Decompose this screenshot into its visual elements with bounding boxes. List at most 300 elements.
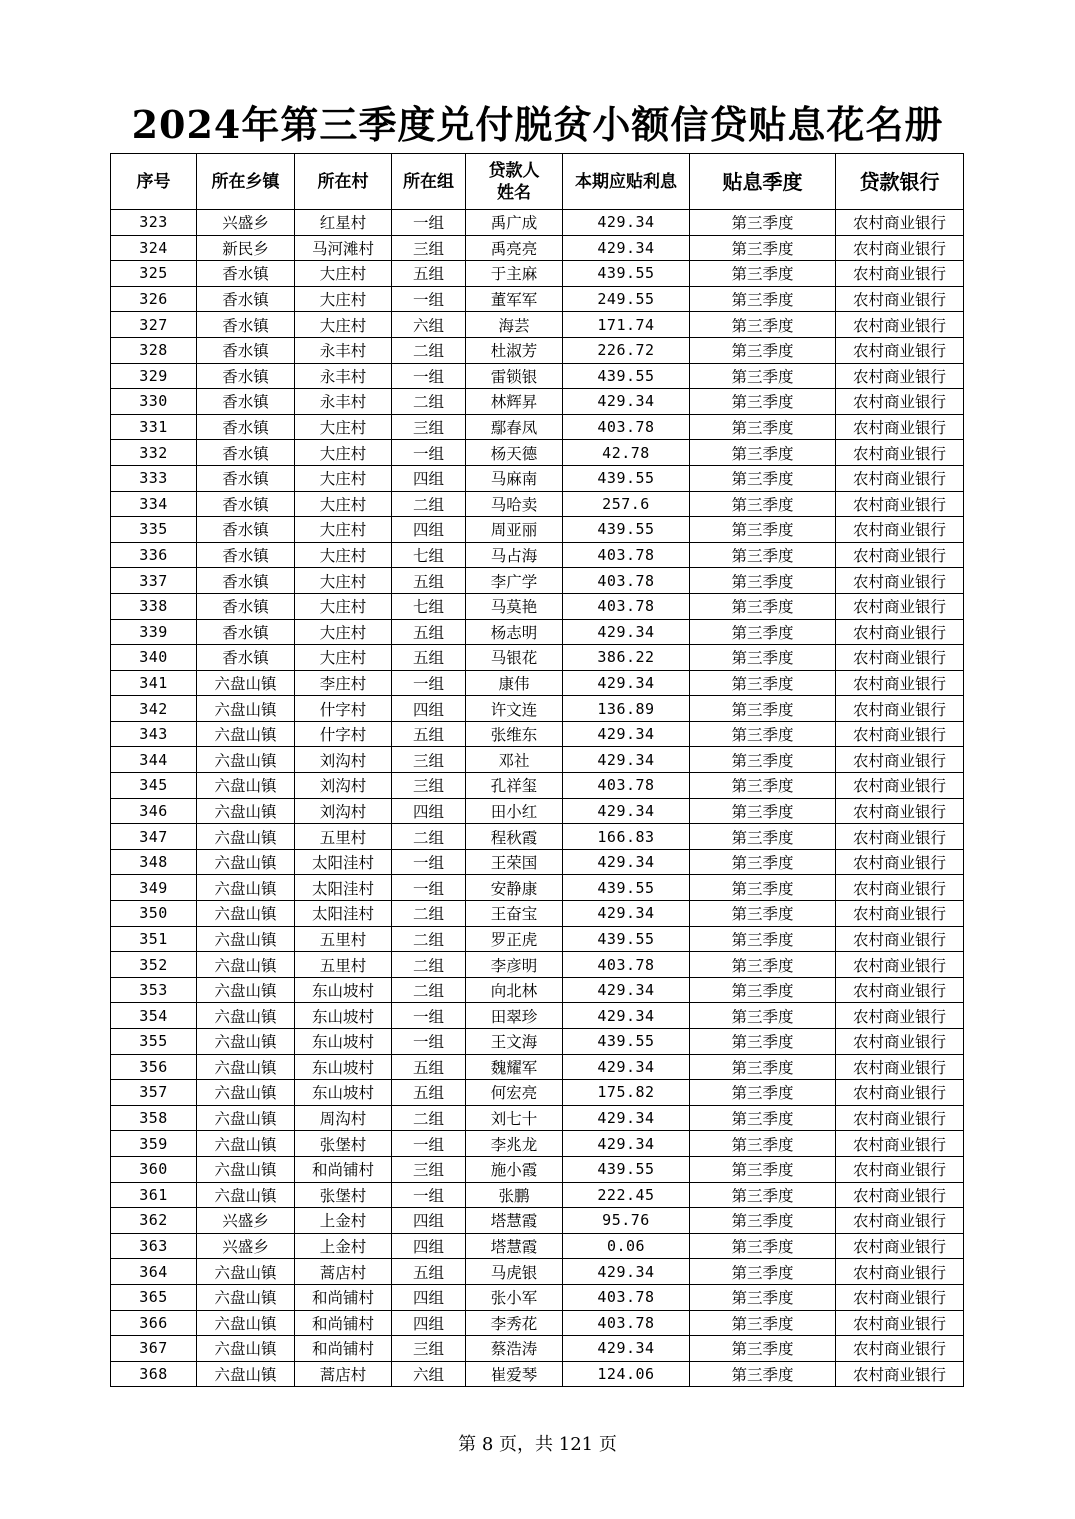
cell-quarter: 第三季度: [690, 875, 836, 901]
cell-interest: 429.34: [563, 1131, 690, 1157]
cell-quarter: 第三季度: [690, 1284, 836, 1310]
cell-quarter: 第三季度: [690, 1233, 836, 1259]
cell-seq: 349: [111, 875, 197, 901]
cell-group: 一组: [392, 1131, 466, 1157]
cell-village: 上金村: [295, 1233, 392, 1259]
cell-village: 刘沟村: [295, 798, 392, 824]
cell-bank: 农村商业银行: [836, 1003, 964, 1029]
cell-township: 六盘山镇: [197, 824, 295, 850]
cell-village: 大庄村: [295, 414, 392, 440]
cell-interest: 0.06: [563, 1233, 690, 1259]
table-row: [111, 926, 964, 952]
cell-group: 二组: [392, 977, 466, 1003]
cell-borrower: 马占海: [466, 542, 563, 568]
table-row: [111, 491, 964, 517]
cell-interest: 439.55: [563, 1156, 690, 1182]
cell-borrower: 王奋宝: [466, 901, 563, 927]
cell-group: 四组: [392, 696, 466, 722]
cell-quarter: 第三季度: [690, 1054, 836, 1080]
cell-interest: 429.34: [563, 235, 690, 261]
cell-township: 六盘山镇: [197, 1310, 295, 1336]
header-borrower-line1: 贷款人: [488, 160, 540, 181]
cell-interest: 439.55: [563, 261, 690, 287]
cell-quarter: 第三季度: [690, 1131, 836, 1157]
cell-bank: 农村商业银行: [836, 261, 964, 287]
table-row: [111, 696, 964, 722]
table-row: [111, 465, 964, 491]
cell-quarter: 第三季度: [690, 465, 836, 491]
cell-group: 三组: [392, 414, 466, 440]
cell-village: 大庄村: [295, 440, 392, 466]
cell-interest: 429.34: [563, 901, 690, 927]
cell-seq: 362: [111, 1208, 197, 1234]
cell-borrower: 雷锁银: [466, 363, 563, 389]
cell-borrower: 李彦明: [466, 952, 563, 978]
cell-borrower: 张小军: [466, 1284, 563, 1310]
cell-bank: 农村商业银行: [836, 1131, 964, 1157]
cell-group: 五组: [392, 1054, 466, 1080]
cell-borrower: 马麻南: [466, 465, 563, 491]
cell-bank: 农村商业银行: [836, 1054, 964, 1080]
cell-borrower: 田翠珍: [466, 1003, 563, 1029]
cell-quarter: 第三季度: [690, 363, 836, 389]
cell-township: 六盘山镇: [197, 1259, 295, 1285]
cell-township: 香水镇: [197, 491, 295, 517]
table-row: [111, 1259, 964, 1285]
cell-seq: 357: [111, 1080, 197, 1106]
cell-quarter: 第三季度: [690, 798, 836, 824]
cell-village: 大庄村: [295, 645, 392, 671]
cell-village: 太阳洼村: [295, 901, 392, 927]
cell-interest: 429.34: [563, 389, 690, 415]
header-township: 所在乡镇: [197, 154, 295, 210]
table-row: [111, 1029, 964, 1055]
cell-borrower: 王荣国: [466, 849, 563, 875]
cell-village: 红星村: [295, 210, 392, 236]
cell-group: 五组: [392, 1259, 466, 1285]
table-row: [111, 952, 964, 978]
cell-seq: 329: [111, 363, 197, 389]
cell-township: 香水镇: [197, 286, 295, 312]
cell-borrower: 崔爱琴: [466, 1361, 563, 1387]
cell-interest: 42.78: [563, 440, 690, 466]
cell-borrower: 施小霞: [466, 1156, 563, 1182]
cell-seq: 355: [111, 1029, 197, 1055]
table-row: [111, 337, 964, 363]
cell-bank: 农村商业银行: [836, 491, 964, 517]
cell-bank: 农村商业银行: [836, 747, 964, 773]
header-bank: 贷款银行: [836, 154, 964, 210]
cell-township: 六盘山镇: [197, 1131, 295, 1157]
cell-group: 二组: [392, 824, 466, 850]
cell-village: 东山坡村: [295, 977, 392, 1003]
cell-village: 张堡村: [295, 1131, 392, 1157]
cell-village: 东山坡村: [295, 1003, 392, 1029]
cell-bank: 农村商业银行: [836, 1080, 964, 1106]
cell-quarter: 第三季度: [690, 952, 836, 978]
cell-seq: 366: [111, 1310, 197, 1336]
cell-village: 大庄村: [295, 568, 392, 594]
cell-seq: 359: [111, 1131, 197, 1157]
header-quarter: 贴息季度: [690, 154, 836, 210]
cell-bank: 农村商业银行: [836, 210, 964, 236]
cell-borrower: 塔慧霞: [466, 1233, 563, 1259]
cell-group: 五组: [392, 645, 466, 671]
cell-bank: 农村商业银行: [836, 1182, 964, 1208]
cell-seq: 363: [111, 1233, 197, 1259]
cell-bank: 农村商业银行: [836, 773, 964, 799]
cell-bank: 农村商业银行: [836, 235, 964, 261]
cell-township: 香水镇: [197, 593, 295, 619]
cell-quarter: 第三季度: [690, 901, 836, 927]
cell-group: 一组: [392, 670, 466, 696]
table-row: [111, 773, 964, 799]
cell-borrower: 李兆龙: [466, 1131, 563, 1157]
cell-borrower: 马哈卖: [466, 491, 563, 517]
cell-group: 一组: [392, 875, 466, 901]
table-header-row: [111, 154, 964, 210]
cell-seq: 346: [111, 798, 197, 824]
cell-borrower: 李广学: [466, 568, 563, 594]
header-village: 所在村: [295, 154, 392, 210]
cell-group: 二组: [392, 901, 466, 927]
cell-bank: 农村商业银行: [836, 824, 964, 850]
cell-borrower: 魏耀军: [466, 1054, 563, 1080]
cell-quarter: 第三季度: [690, 1003, 836, 1029]
cell-borrower: 李秀花: [466, 1310, 563, 1336]
cell-seq: 347: [111, 824, 197, 850]
cell-bank: 农村商业银行: [836, 593, 964, 619]
cell-quarter: 第三季度: [690, 619, 836, 645]
cell-township: 香水镇: [197, 465, 295, 491]
cell-bank: 农村商业银行: [836, 517, 964, 543]
cell-interest: 429.34: [563, 210, 690, 236]
cell-seq: 344: [111, 747, 197, 773]
cell-group: 五组: [392, 1080, 466, 1106]
cell-interest: 95.76: [563, 1208, 690, 1234]
cell-township: 六盘山镇: [197, 798, 295, 824]
cell-interest: 439.55: [563, 875, 690, 901]
cell-village: 太阳洼村: [295, 849, 392, 875]
cell-quarter: 第三季度: [690, 849, 836, 875]
table-row: [111, 747, 964, 773]
cell-borrower: 海芸: [466, 312, 563, 338]
cell-bank: 农村商业银行: [836, 312, 964, 338]
cell-bank: 农村商业银行: [836, 721, 964, 747]
cell-interest: 429.34: [563, 747, 690, 773]
cell-bank: 农村商业银行: [836, 1361, 964, 1387]
cell-township: 香水镇: [197, 619, 295, 645]
table-row: [111, 210, 964, 236]
cell-village: 李庄村: [295, 670, 392, 696]
cell-group: 五组: [392, 568, 466, 594]
cell-interest: 226.72: [563, 337, 690, 363]
cell-village: 大庄村: [295, 491, 392, 517]
table-row: [111, 1310, 964, 1336]
cell-bank: 农村商业银行: [836, 568, 964, 594]
cell-bank: 农村商业银行: [836, 1259, 964, 1285]
cell-village: 和尚铺村: [295, 1310, 392, 1336]
cell-township: 香水镇: [197, 414, 295, 440]
cell-quarter: 第三季度: [690, 1029, 836, 1055]
cell-village: 永丰村: [295, 363, 392, 389]
cell-bank: 农村商业银行: [836, 337, 964, 363]
cell-group: 四组: [392, 1310, 466, 1336]
cell-quarter: 第三季度: [690, 1182, 836, 1208]
cell-group: 二组: [392, 952, 466, 978]
cell-seq: 352: [111, 952, 197, 978]
cell-seq: 356: [111, 1054, 197, 1080]
cell-quarter: 第三季度: [690, 542, 836, 568]
cell-village: 大庄村: [295, 593, 392, 619]
cell-village: 上金村: [295, 1208, 392, 1234]
cell-quarter: 第三季度: [690, 747, 836, 773]
cell-quarter: 第三季度: [690, 210, 836, 236]
cell-seq: 330: [111, 389, 197, 415]
cell-seq: 335: [111, 517, 197, 543]
cell-borrower: 邓社: [466, 747, 563, 773]
cell-group: 二组: [392, 389, 466, 415]
cell-interest: 166.83: [563, 824, 690, 850]
cell-seq: 341: [111, 670, 197, 696]
table-row: [111, 1054, 964, 1080]
table-row: [111, 414, 964, 440]
table-row: [111, 593, 964, 619]
cell-village: 蒿店村: [295, 1361, 392, 1387]
page-title: 2024年第三季度兑付脱贫小额信贷贴息花名册: [131, 102, 944, 147]
cell-group: 四组: [392, 517, 466, 543]
cell-bank: 农村商业银行: [836, 1284, 964, 1310]
cell-township: 六盘山镇: [197, 926, 295, 952]
cell-group: 三组: [392, 747, 466, 773]
cell-township: 六盘山镇: [197, 1156, 295, 1182]
table-row: [111, 824, 964, 850]
header-interest: 本期应贴利息: [563, 154, 690, 210]
cell-borrower: 董军军: [466, 286, 563, 312]
table-row: [111, 1156, 964, 1182]
cell-township: 六盘山镇: [197, 1054, 295, 1080]
cell-bank: 农村商业银行: [836, 1156, 964, 1182]
cell-group: 二组: [392, 926, 466, 952]
cell-seq: 323: [111, 210, 197, 236]
cell-interest: 403.78: [563, 542, 690, 568]
cell-bank: 农村商业银行: [836, 440, 964, 466]
table-row: [111, 440, 964, 466]
cell-township: 六盘山镇: [197, 901, 295, 927]
cell-interest: 403.78: [563, 773, 690, 799]
cell-quarter: 第三季度: [690, 1361, 836, 1387]
cell-group: 四组: [392, 1208, 466, 1234]
cell-borrower: 杜淑芳: [466, 337, 563, 363]
cell-village: 大庄村: [295, 542, 392, 568]
table-row: [111, 1361, 964, 1387]
cell-township: 香水镇: [197, 261, 295, 287]
cell-group: 六组: [392, 1361, 466, 1387]
cell-seq: 327: [111, 312, 197, 338]
cell-township: 六盘山镇: [197, 1003, 295, 1029]
cell-bank: 农村商业银行: [836, 1029, 964, 1055]
cell-bank: 农村商业银行: [836, 645, 964, 671]
cell-group: 三组: [392, 235, 466, 261]
cell-quarter: 第三季度: [690, 235, 836, 261]
cell-village: 马河滩村: [295, 235, 392, 261]
cell-quarter: 第三季度: [690, 1080, 836, 1106]
cell-bank: 农村商业银行: [836, 696, 964, 722]
cell-township: 兴盛乡: [197, 1208, 295, 1234]
table-row: [111, 261, 964, 287]
cell-seq: 345: [111, 773, 197, 799]
cell-township: 六盘山镇: [197, 1284, 295, 1310]
cell-seq: 358: [111, 1105, 197, 1131]
cell-seq: 361: [111, 1182, 197, 1208]
cell-group: 二组: [392, 1105, 466, 1131]
cell-bank: 农村商业银行: [836, 414, 964, 440]
cell-borrower: 蔡浩涛: [466, 1336, 563, 1362]
table-row: [111, 619, 964, 645]
table-row: [111, 1182, 964, 1208]
cell-interest: 429.34: [563, 1336, 690, 1362]
table-row: [111, 1233, 964, 1259]
cell-seq: 367: [111, 1336, 197, 1362]
cell-seq: 325: [111, 261, 197, 287]
cell-seq: 337: [111, 568, 197, 594]
cell-group: 四组: [392, 465, 466, 491]
cell-seq: 368: [111, 1361, 197, 1387]
cell-village: 大庄村: [295, 619, 392, 645]
cell-township: 六盘山镇: [197, 875, 295, 901]
cell-interest: 429.34: [563, 849, 690, 875]
header-borrower-line2: 姓名: [497, 182, 531, 203]
cell-borrower: 向北林: [466, 977, 563, 1003]
cell-quarter: 第三季度: [690, 1336, 836, 1362]
cell-bank: 农村商业银行: [836, 1336, 964, 1362]
cell-bank: 农村商业银行: [836, 977, 964, 1003]
cell-quarter: 第三季度: [690, 721, 836, 747]
cell-seq: 332: [111, 440, 197, 466]
table-row: [111, 517, 964, 543]
cell-township: 新民乡: [197, 235, 295, 261]
cell-village: 五里村: [295, 824, 392, 850]
cell-township: 兴盛乡: [197, 210, 295, 236]
cell-group: 一组: [392, 1029, 466, 1055]
cell-interest: 257.6: [563, 491, 690, 517]
cell-village: 五里村: [295, 952, 392, 978]
table-row: [111, 389, 964, 415]
cell-quarter: 第三季度: [690, 773, 836, 799]
cell-bank: 农村商业银行: [836, 619, 964, 645]
cell-group: 三组: [392, 1336, 466, 1362]
cell-quarter: 第三季度: [690, 440, 836, 466]
cell-bank: 农村商业银行: [836, 798, 964, 824]
cell-bank: 农村商业银行: [836, 952, 964, 978]
cell-township: 六盘山镇: [197, 1182, 295, 1208]
cell-township: 香水镇: [197, 517, 295, 543]
cell-interest: 249.55: [563, 286, 690, 312]
cell-seq: 353: [111, 977, 197, 1003]
cell-village: 张堡村: [295, 1182, 392, 1208]
cell-bank: 农村商业银行: [836, 465, 964, 491]
cell-seq: 334: [111, 491, 197, 517]
cell-seq: 336: [111, 542, 197, 568]
cell-township: 六盘山镇: [197, 1029, 295, 1055]
cell-township: 香水镇: [197, 440, 295, 466]
cell-seq: 351: [111, 926, 197, 952]
cell-group: 七组: [392, 542, 466, 568]
cell-township: 香水镇: [197, 645, 295, 671]
cell-quarter: 第三季度: [690, 824, 836, 850]
cell-group: 三组: [392, 773, 466, 799]
cell-seq: 350: [111, 901, 197, 927]
table-row: [111, 977, 964, 1003]
cell-quarter: 第三季度: [690, 389, 836, 415]
cell-borrower: 马莫艳: [466, 593, 563, 619]
cell-interest: 429.34: [563, 670, 690, 696]
cell-group: 一组: [392, 849, 466, 875]
cell-interest: 403.78: [563, 1284, 690, 1310]
cell-borrower: 张维东: [466, 721, 563, 747]
cell-village: 大庄村: [295, 261, 392, 287]
cell-quarter: 第三季度: [690, 286, 836, 312]
cell-interest: 439.55: [563, 517, 690, 543]
cell-borrower: 田小红: [466, 798, 563, 824]
cell-village: 刘沟村: [295, 747, 392, 773]
cell-quarter: 第三季度: [690, 1259, 836, 1285]
cell-village: 和尚铺村: [295, 1284, 392, 1310]
cell-township: 香水镇: [197, 568, 295, 594]
cell-borrower: 于主麻: [466, 261, 563, 287]
cell-interest: 429.34: [563, 977, 690, 1003]
cell-township: 六盘山镇: [197, 1105, 295, 1131]
cell-bank: 农村商业银行: [836, 901, 964, 927]
table-row: [111, 542, 964, 568]
cell-seq: 365: [111, 1284, 197, 1310]
cell-village: 东山坡村: [295, 1080, 392, 1106]
cell-township: 香水镇: [197, 542, 295, 568]
cell-group: 四组: [392, 1284, 466, 1310]
cell-interest: 136.89: [563, 696, 690, 722]
cell-interest: 439.55: [563, 363, 690, 389]
cell-bank: 农村商业银行: [836, 670, 964, 696]
cell-quarter: 第三季度: [690, 568, 836, 594]
cell-borrower: 许文连: [466, 696, 563, 722]
cell-quarter: 第三季度: [690, 517, 836, 543]
cell-bank: 农村商业银行: [836, 849, 964, 875]
cell-borrower: 周亚丽: [466, 517, 563, 543]
cell-group: 一组: [392, 1182, 466, 1208]
cell-group: 二组: [392, 337, 466, 363]
cell-borrower: 康伟: [466, 670, 563, 696]
cell-village: 和尚铺村: [295, 1336, 392, 1362]
cell-interest: 429.34: [563, 1054, 690, 1080]
cell-group: 六组: [392, 312, 466, 338]
cell-borrower: 张鹏: [466, 1182, 563, 1208]
cell-interest: 429.34: [563, 1105, 690, 1131]
cell-township: 六盘山镇: [197, 1361, 295, 1387]
table-row: [111, 1003, 964, 1029]
cell-group: 五组: [392, 261, 466, 287]
cell-seq: 343: [111, 721, 197, 747]
cell-borrower: 何宏亮: [466, 1080, 563, 1106]
cell-seq: 331: [111, 414, 197, 440]
cell-interest: 429.34: [563, 1003, 690, 1029]
cell-quarter: 第三季度: [690, 1105, 836, 1131]
cell-bank: 农村商业银行: [836, 1105, 964, 1131]
cell-group: 五组: [392, 619, 466, 645]
table-row: [111, 901, 964, 927]
cell-bank: 农村商业银行: [836, 926, 964, 952]
table-row: [111, 286, 964, 312]
cell-village: 周沟村: [295, 1105, 392, 1131]
